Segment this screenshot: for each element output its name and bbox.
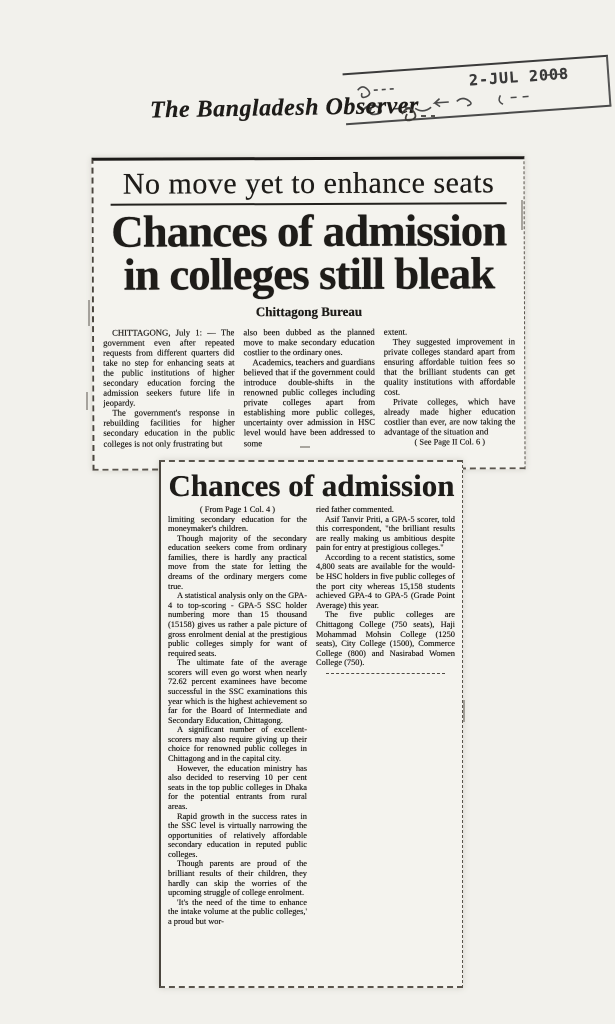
- article-column-2: [243, 326, 375, 448]
- paragraph: extent.: [383, 326, 408, 337]
- kicker-headline: No move yet to enhance seats: [111, 166, 507, 205]
- continuation-body-columns: [161, 502, 462, 926]
- paragraph: A significant number of excellent-scorers may also require giving up their choice for renowned public colleges in Chittagong and in the capital city.: [168, 725, 307, 764]
- stamp-date: 2-JUL 2008: [468, 64, 570, 90]
- masthead-scribble-icon: [396, 100, 436, 128]
- main-headline: [98, 205, 520, 300]
- scan-artifact: [300, 446, 310, 448]
- continuation-from-note: ( From Page 1 Col. 4 ): [199, 505, 276, 514]
- paragraph: The ultimate fate of the average scorers will even go worst when nearly 72.62 percent examinees have become successful in the SSC examinations this year which is the highest achievement so far for the Board of Intermediate and Secondary Education, Chittagong.: [168, 658, 307, 725]
- headline-line-2: in colleges still bleak: [123, 248, 495, 300]
- jump-reference-note: ( See Page II Col. 6 ): [414, 436, 486, 447]
- paragraph: ried father commented.: [316, 505, 394, 514]
- paragraph: The five public colleges are Chittagong College (750 seats), Haji Mohammad Mohsin College (1250 seats), City College (1500), Commerce College (800) and Nasirabad Women College (750).: [316, 610, 455, 668]
- scan-artifact: [86, 392, 88, 410]
- paragraph: Asif Tanvir Priti, a GPA-5 scorer, told this correspondent, "the brilliant results are really making us ambitious despite pain for entry at prestigious colleges.": [316, 514, 455, 553]
- newspaper-masthead: The Bangladesh Observer: [149, 92, 420, 124]
- continuation-headline: Chances of admission: [168, 468, 455, 503]
- paragraph: CHITTAGONG, July 1: — The government even after repeated requests from different quarters did take no step for enhancing seats at the public institutions of higher secondary education forcing the admission seekers future life in jeopardy.: [103, 326, 235, 408]
- byline: Chittagong Bureau: [255, 303, 363, 319]
- paragraph: A statistical analysis only on the GPA-4 to top-scoring - GPA-5 SSC holder numbering more than 15 thousand (15158) gives us rather a pale picture of gross enrolment denial at the prestigious public colleges simply for want of required seats.: [168, 591, 307, 658]
- paragraph: also been dubbed as the planned move to make secondary education costlier to the ordinary ones.: [243, 326, 375, 357]
- paragraph: Private colleges, which have already made higher education costlier than ever, are now taking the advantage of the situation and: [383, 396, 516, 438]
- paragraph: Though parents are proud of the brilliant results of their children, they hardly can skip the worries of the upcoming struggle of college enrolment.: [168, 859, 307, 898]
- paragraph: Though majority of the secondary education seekers come from ordinary families, there is hardly any practical move from the state for letting the dreams of the ordinary mergers come true.: [168, 533, 307, 591]
- scan-artifact: [463, 700, 465, 722]
- paragraph: According to a recent statistics, some 4,800 seats are available for the would-be HSC holders in five public colleges of the port city whereas 15,158 students achieved GPA-4 to GPA-5 (Grade Point Average) this year.: [316, 552, 455, 610]
- continuation-column-2: [316, 505, 455, 926]
- paragraph: Academics, teachers and guardians believed that if the government could introduce double-shifts in the renowned public colleges including private colleges apart from establishing more public colleges, uncertainty over admission in HSC level would have been addressed to some: [243, 356, 376, 448]
- paragraph: They suggested improvement in private colleges standard apart from ensuring affordable tuition fees so that the brilliant students can get quality institutions with affordable cost.: [383, 335, 516, 397]
- scan-artifact: [88, 300, 90, 326]
- article-clipping-continuation: [159, 460, 463, 988]
- headline-line-1: Chances of admission: [111, 205, 507, 257]
- article-column-3: [384, 326, 516, 448]
- scan-artifact: [521, 200, 523, 230]
- article-body-columns: [94, 324, 524, 449]
- paragraph: 'It's the need of the time to enhance the intake volume at the public colleges,' a proud but wor-: [168, 897, 307, 926]
- paragraph: The government's response in rebuilding facilities for higher secondary education in the public colleges is not only frustrating but: [103, 407, 235, 449]
- paragraph: However, the education ministry has also decided to reserving 10 per cent seats in the top public colleges in Dhaka for the potential entrants from rural areas.: [168, 763, 307, 811]
- paragraph: limiting secondary education for the moneymaker's children.: [168, 514, 307, 534]
- column-end-rule: [326, 673, 444, 674]
- article-column-1: [103, 327, 235, 449]
- article-clipping-front: [91, 156, 525, 471]
- paragraph: Rapid growth in the success rates in the SSC level is virtually narrowing the opportunities of relatively affordable secondary education in reputed public colleges.: [168, 811, 307, 859]
- continuation-column-1: [168, 505, 307, 926]
